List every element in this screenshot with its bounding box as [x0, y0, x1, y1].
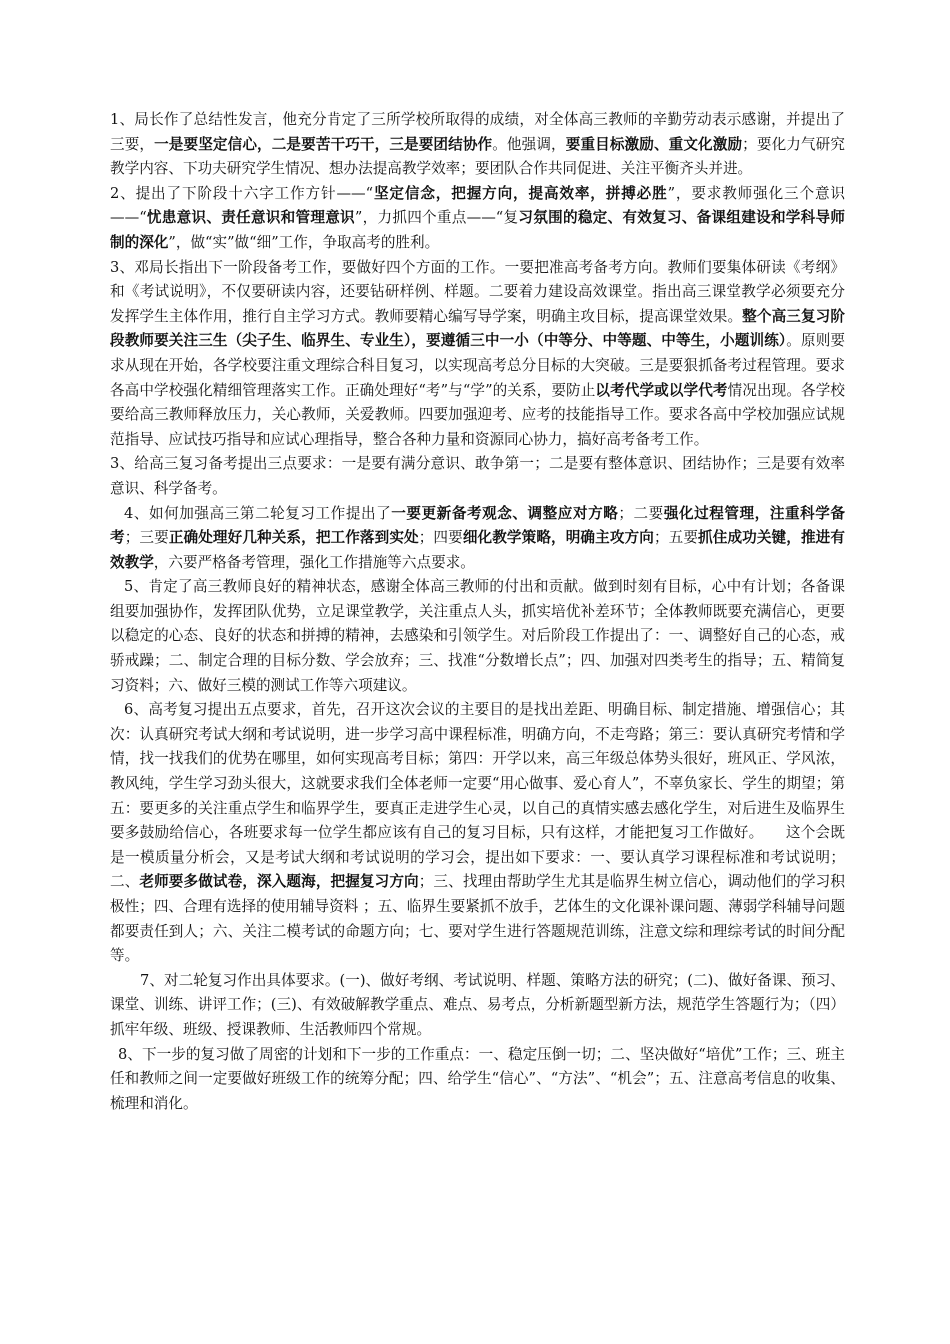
text-run: 7、对二轮复习作出具体要求。(一)、做好考纲、考试说明、样题、策略方法的研究；(二)、做好备课、预习、课堂、训练、讲评工作；(三)、有效破解教学重点、难点、易考点，分析新题型新方法，规范学生答题行为；（四）抓牢年级、班级、授课教师、生活教师四个常规。: [110, 971, 845, 1038]
text-run: ；要化力气研究教学内容、下功夫研究学生情况、想办法提高教学效率；要团队合作共同促进、关注平衡齐头并进。: [110, 135, 845, 178]
text-run: ”，力抓四个重点——“复: [354, 209, 519, 227]
text-run: ；三、找理由帮助学生尤其是临界生树立信心，调动他们的学习积极性；四、合理有选择的使用辅导资料 ；五、临界生要紧抓不放手，艺体生的文化课补课问题、薄弱学科辅导问题都要责任到人；六、关注二模考试的命题方向；七、要对学生进行答题规范训练，注意文综和理综考试的时间分配等。: [110, 873, 845, 965]
text-run: ”，要求教师强化三个意识——“: [110, 184, 845, 227]
bold-text-run: 一要更新备考观念、调整应对方略: [391, 504, 619, 522]
bold-text-run: 正确处理好几种关系，把工作落到实处: [168, 529, 419, 547]
bold-text-run: 习氛围的稳定、有效复习、备课组建设和学科导师制的深化: [110, 209, 845, 251]
paragraph-6: [110, 575, 845, 698]
text-run: 情况出现。各学校要给高三教师释放压力，关心教师，关爱教师。四要加强迎考、应考的技能指导工作。要求各高中学校加强应试规范指导、应试技巧指导和应试心理指导，整合各种力量和资源同心协力，搞好高考备考工作。: [110, 381, 845, 448]
bold-text-run: 坚定信念，把握方向，提高效率，拼搏必胜: [373, 184, 668, 202]
bold-text-run: 要重目标激励、重文化激励: [565, 135, 743, 153]
text-run: 5、肯定了高三教师良好的精神状态，感谢全体高三教师的付出和贡献。做到时刻有目标，心中有计划；各备课组要加强协作，发挥团队优势，立足课堂教学，关注重点人头，抓实培优补差环节；全体教师既要充满信心，更要以稳定的心态、良好的状态和拼搏的精神，去感染和引领学生。对后阶段工作提出了：一、调整好自己的心态，戒骄戒躁；二、制定合理的目标分数、学会放弃；三、找准“分数增长点”；四、加强对四类考生的指导；五、精简复习资料；六、做好三模的测试工作等六项建议。: [110, 578, 845, 694]
bold-text-run: 以考代学或以学代考: [595, 381, 728, 399]
text-run: 3、给高三复习备考提出三点要求：一是要有满分意识、敢争第一；二是要有整体意识、团结协作；三是要有效率意识、科学备考。: [110, 455, 845, 497]
bold-text-run: 老师要多做试卷，深入题海，把握复习方向: [139, 873, 419, 891]
paragraph-3: [110, 256, 845, 453]
text-run: 。他强调，: [492, 135, 566, 153]
text-run: 8、下一步的复习做了周密的计划和下一步的工作重点：一、稳定压倒一切；二、坚决做好“培优”工作；三、班主任和教师之间一定要做好班级工作的统筹分配；四、给学生“信心”、“方法”、“机会”；五、注意高考信息的收集、梳理和消化。: [110, 1045, 845, 1112]
document-body: [110, 108, 845, 1116]
bold-text-run: 忧患意识、责任意识和管理意识: [146, 209, 355, 227]
bold-text-run: 整个高三复习阶段教师要关注三生（尖子生、临界生、专业生），要遵循三中一小（中等分、中等题、中等生，小题训练）: [110, 307, 845, 350]
text-run: ”，做“实”做“细”工作，争取高考的胜利。: [168, 233, 440, 251]
text-run: ；四要: [418, 529, 463, 547]
paragraph-7: [110, 698, 845, 969]
text-run: ；五要: [653, 529, 699, 547]
text-run: ，六要严格备考管理，强化工作措施等六点要求。: [153, 553, 475, 571]
paragraph-4: [110, 452, 845, 501]
paragraph-5: [110, 502, 845, 576]
paragraph-2: [110, 182, 845, 256]
paragraph-1: [110, 108, 845, 182]
bold-text-run: 抓住成功关键，推进有效教学: [110, 529, 845, 571]
text-run: 3、邓局长指出下一阶段备考工作，要做好四个方面的工作。一要把准高考备考方向。教师们要集体研读《考纲》和《考试说明》，不仅要研读内容，还要钻研样例、样题。二要着力建设高效课堂。指出高三课堂教学必须要充分发挥学生主体作用，推行自主学习方式。教师要精心编写导学案，明确主攻目标，提高课堂效果。: [110, 258, 845, 325]
text-run: 2、提出了下阶段十六字工作方针——“: [110, 184, 374, 202]
text-run: 4、如何加强高三第二轮复习工作提出了: [124, 504, 392, 522]
bold-text-run: 强化过程管理，注重科学备考: [110, 504, 845, 547]
text-run: 。原则要求从现在开始，各学校要注重文理综合科目复习，以实现高考总分目标的大突破。三是要狠抓备考过程管理。要求各高中学校强化精细管理落实工作。正确处理好“考”与“学”的关系，要防止: [110, 332, 845, 399]
paragraph-8: [110, 969, 845, 1043]
text-run: 1、局长作了总结性发言，他充分肯定了三所学校所取得的成绩，对全体高三教师的辛勤劳动表示感谢，并提出了三要，: [110, 111, 845, 153]
bold-text-run: 细化教学策略，明确主攻方向: [462, 529, 654, 547]
text-run: ；三要: [124, 529, 169, 547]
paragraph-9: [110, 1043, 845, 1117]
text-run: ；二要: [618, 504, 664, 522]
text-run: 6、高考复习提出五点要求，首先，召开这次会议的主要目的是找出差距、明确目标、制定措施、增强信心；其次：认真研究考试大纲和考试说明，进一步学习高中课程标准，明确方向，不走弯路；第三：要认真研究考情和学情，找一找我们的优势在哪里，如何实现高考目标；第四：开学以来，高三年级总体势头很好，班风正、学风浓，教风纯，学生学习劲头很大，这就要求我们全体老师一定要“用心做事、爱心育人”，不辜负家长、学生的期望；第五：要更多的关注重点学生和临界学生，要真正走进学生心灵，以自己的真情实感去感化学生，对后进生及临界生要多鼓励给信心，各班要求每一位学生都应该有自己的复习目标，只有这样，才能把复习工作做好。 这个会既是一模质量分析会，又是考试大纲和考试说明的学习会，提出如下要求：一、要认真学习课程标准和考试说明；二、: [110, 701, 845, 891]
bold-text-run: 一是要坚定信心，二是要苦干巧干，三是要团结协作: [154, 135, 493, 153]
